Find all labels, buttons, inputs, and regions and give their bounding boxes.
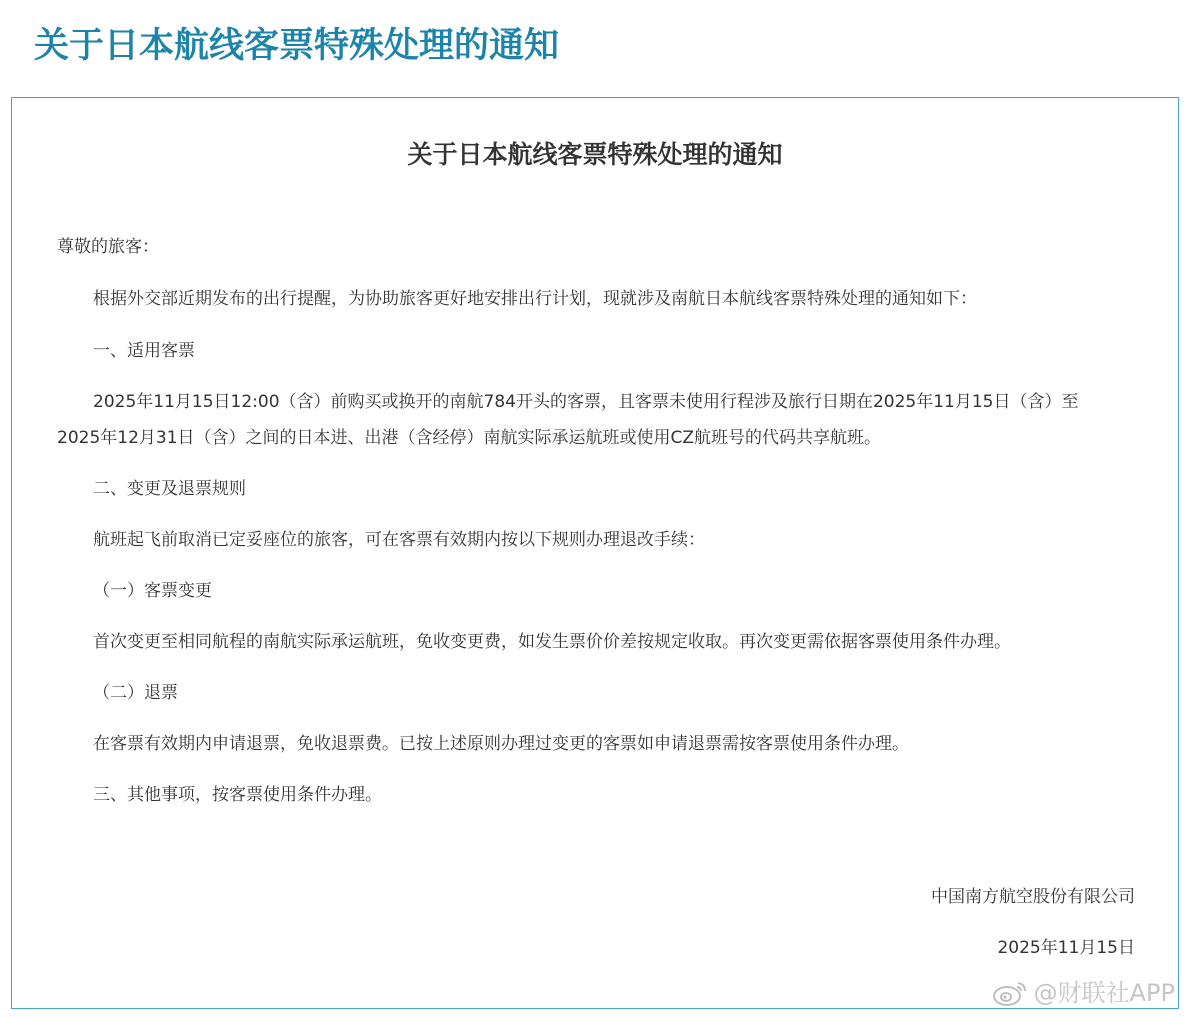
subsection2-heading: （二）退票 [93,683,178,703]
watermark [992,978,1175,1008]
salutation: 尊敬的旅客： [57,237,159,257]
section1-heading: 一、适用客票 [93,341,195,361]
section1-text-line2: 2025年12月31日（含）之间的日本进、出港（含经停）南航实际承运航班或使用CZ航班号的代码共享航班。 [57,428,882,448]
section2-heading: 二、变更及退票规则 [93,479,246,499]
signature-date: 2025年11月15日 [997,938,1135,958]
weibo-icon [992,979,1028,1007]
notice-title: 关于日本航线客票特殊处理的通知 [407,140,783,169]
section2-intro: 航班起飞前取消已定妥座位的旅客，可在客票有效期内按以下规则办理退改手续： [93,530,705,550]
signature-company: 中国南方航空股份有限公司 [931,887,1135,907]
subsection2-text: 在客票有效期内申请退票，免收退票费。已按上述原则办理过变更的客票如申请退票需按客票使用条件办理。 [93,734,909,754]
subsection1-text: 首次变更至相同航程的南航实际承运航班，免收变更费，如发生票价价差按规定收取。再次变更需依据客票使用条件办理。 [93,632,1011,652]
notice-box [11,97,1179,1009]
intro-paragraph: 根据外交部近期发布的出行提醒，为协助旅客更好地安排出行计划，现就涉及南航日本航线客票特殊处理的通知如下： [93,289,977,309]
subsection1-heading: （一）客票变更 [93,581,212,601]
page-header-title: 关于日本航线客票特殊处理的通知 [34,26,560,66]
section1-text-line1: 2025年11月15日12:00（含）前购买或换开的南航784开头的客票，且客票未使用行程涉及旅行日期在2025年11月15日（含）至 [93,392,1079,412]
section3-text: 三、其他事项，按客票使用条件办理。 [93,785,382,805]
watermark-text: @财联社APP [1033,979,1175,1007]
